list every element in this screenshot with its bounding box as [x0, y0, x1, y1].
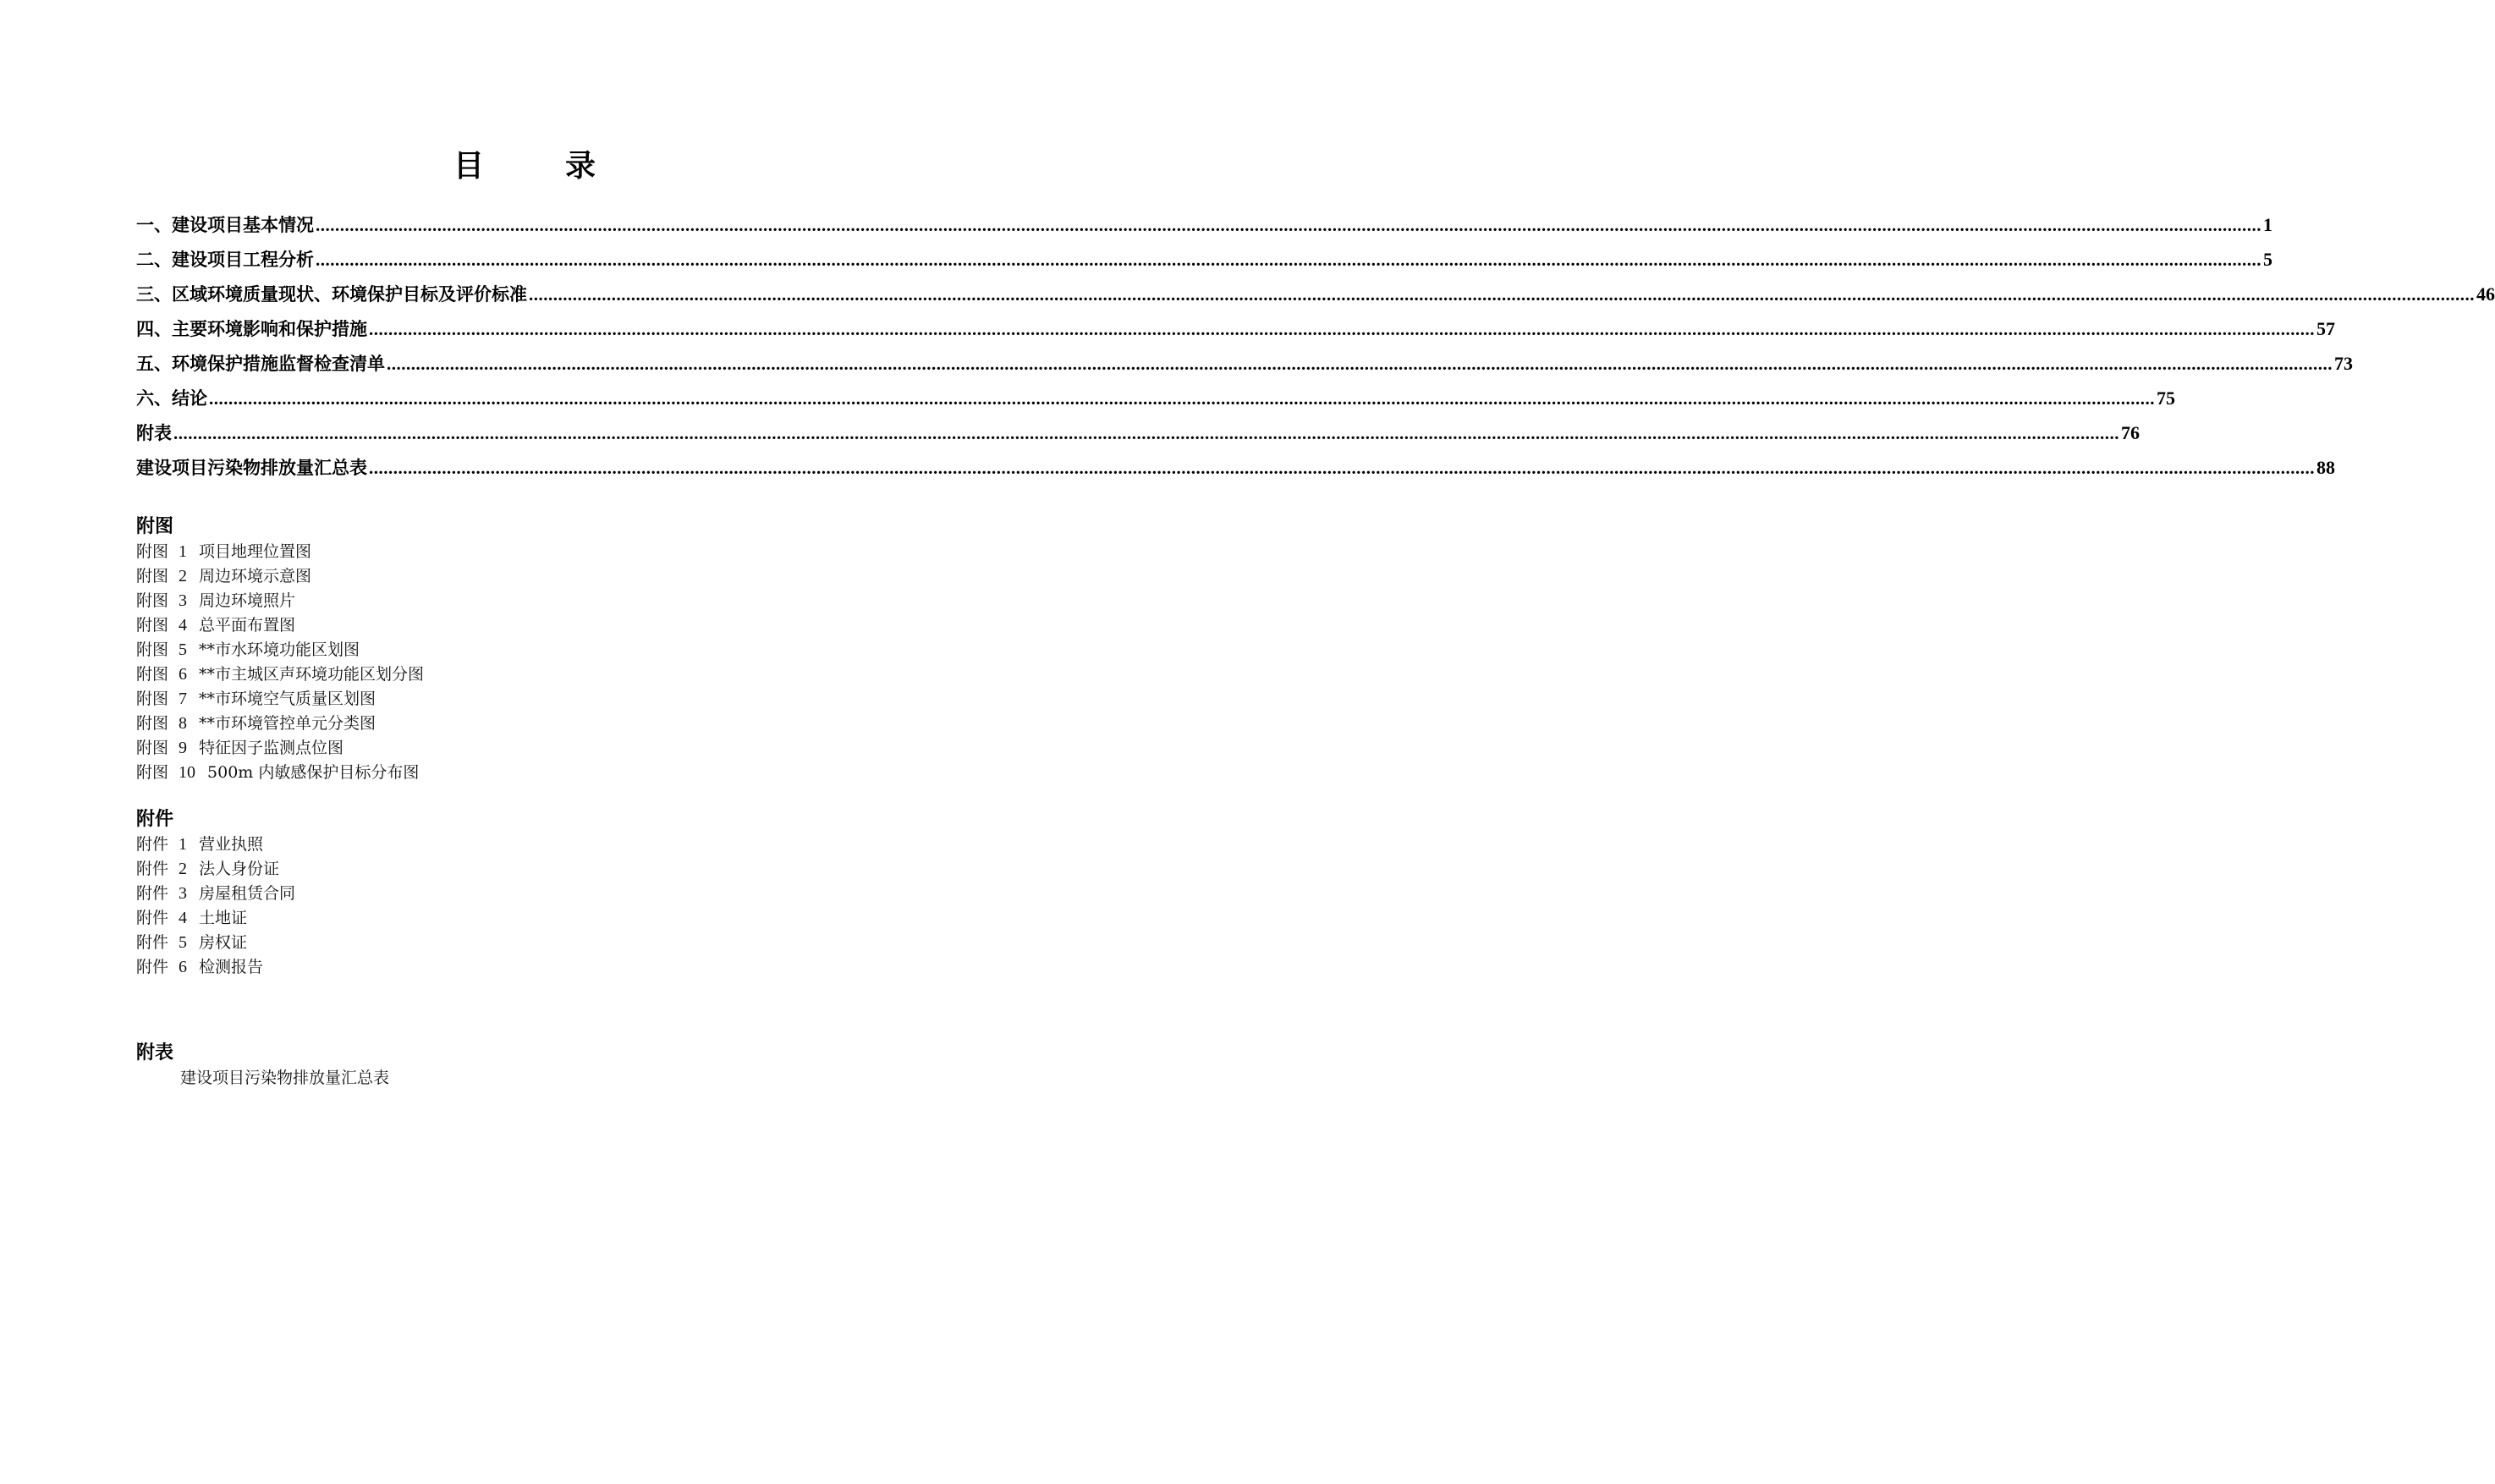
figure-item-prefix: 附图: [136, 763, 169, 782]
toc-dot-leader: ................................................................................................................................................................................................................................................................................................................................................................................................................: [209, 388, 2155, 409]
figure-item-number: 7: [179, 690, 188, 708]
figure-item-prefix: 附图: [136, 542, 169, 561]
figure-item: [136, 638, 424, 662]
figure-item: [136, 736, 424, 761]
toc-entry-label: 五、环境保护措施监督检查清单: [136, 354, 385, 374]
attachment-item-number: 3: [179, 884, 188, 903]
toc-entry-label: 四、主要环境影响和保护措施: [136, 319, 367, 339]
figure-item-name: 周边环境示意图: [199, 567, 312, 585]
toc-entry-page: 57: [2316, 318, 2335, 339]
figure-item-prefix: 附图: [136, 739, 169, 757]
figure-item: [136, 712, 424, 736]
toc-entry-page: 76: [2121, 422, 2140, 443]
attachments-section: [136, 807, 295, 980]
figure-item-name: **市环境管控单元分类图: [199, 714, 376, 733]
toc-row[interactable]: [136, 281, 2495, 316]
toc-entry-label: 二、建设项目工程分析: [136, 250, 314, 270]
figure-item-number: 9: [179, 739, 188, 757]
figure-item-prefix: 附图: [136, 591, 169, 610]
attachments-list: [136, 833, 295, 980]
attachment-item: [136, 857, 295, 882]
figure-item-number: 10: [179, 763, 196, 782]
attachment-item-prefix: 附件: [136, 958, 169, 976]
figure-item-number: 6: [179, 665, 188, 684]
toc-entry-label: 三、区域环境质量现状、环境保护目标及评价标准: [136, 284, 527, 305]
attachment-item-number: 2: [179, 860, 188, 878]
figure-item-number: 4: [179, 616, 188, 635]
attachment-item: [136, 906, 295, 931]
tables-section: [136, 1041, 389, 1091]
tables-item: 建设项目污染物排放量汇总表: [180, 1069, 390, 1087]
figure-item-name: 周边环境照片: [199, 591, 296, 610]
toc-entry-label: 附表: [136, 423, 172, 443]
toc-row[interactable]: [136, 420, 2140, 454]
toc-row[interactable]: [136, 454, 2335, 489]
attachment-item-prefix: 附件: [136, 835, 169, 854]
tables-heading: 附表: [136, 1042, 174, 1064]
attachment-item-name: 房屋租赁合同: [199, 884, 296, 903]
toc-entry-page: 75: [2157, 387, 2175, 409]
figure-item-name: **市水环境功能区划图: [199, 640, 360, 659]
toc-dot-leader: ................................................................................................................................................................................................................................................................................................................................................................................................................: [173, 423, 2119, 443]
toc-entry-label: 建设项目污染物排放量汇总表: [136, 458, 367, 478]
attachment-item-prefix: 附件: [136, 933, 169, 952]
attachment-item: [136, 931, 295, 955]
toc-dot-leader: ................................................................................................................................................................................................................................................................................................................................................................................................................: [529, 284, 2475, 305]
figures-list: [136, 540, 424, 785]
figure-item-name: 特征因子监测点位图: [199, 739, 344, 757]
toc-dot-leader: ................................................................................................................................................................................................................................................................................................................................................................................................................: [369, 458, 2315, 478]
figure-item-prefix: 附图: [136, 640, 169, 659]
page-title: 目 录: [453, 149, 621, 184]
figure-item: [136, 613, 424, 638]
toc-entry-page: 73: [2334, 353, 2353, 374]
attachment-item-prefix: 附件: [136, 909, 169, 927]
figure-item-number: 2: [179, 567, 188, 585]
toc-row[interactable]: [136, 385, 2175, 420]
toc-entry-page: 5: [2263, 249, 2272, 270]
toc-entry-label: 一、建设项目基本情况: [136, 215, 314, 235]
figure-item: [136, 761, 424, 785]
figures-heading: 附图: [136, 516, 174, 537]
figure-item-number: 5: [179, 640, 188, 659]
toc-dot-leader: ................................................................................................................................................................................................................................................................................................................................................................................................................: [387, 354, 2333, 374]
toc-row[interactable]: [136, 246, 2272, 281]
attachment-item: [136, 882, 295, 906]
toc-row[interactable]: [136, 212, 2272, 246]
figure-item-number: 3: [179, 591, 188, 610]
toc-row[interactable]: [136, 350, 2353, 385]
attachment-item: [136, 955, 295, 980]
toc-row[interactable]: [136, 316, 2335, 350]
table-of-contents: [136, 212, 2495, 489]
attachment-item-name: 土地证: [199, 909, 248, 927]
figure-item-prefix: 附图: [136, 616, 169, 635]
figure-item-prefix: 附图: [136, 690, 169, 708]
figure-item-number: 1: [179, 542, 188, 561]
attachment-item-name: 房权证: [199, 933, 248, 952]
toc-dot-leader: ................................................................................................................................................................................................................................................................................................................................................................................................................: [316, 215, 2261, 235]
figure-item-number: 8: [179, 714, 188, 733]
attachments-heading: 附件: [136, 809, 174, 830]
toc-entry-page: 46: [2476, 283, 2495, 305]
figure-item: [136, 662, 424, 687]
figure-item: [136, 564, 424, 589]
figure-item-name: 项目地理位置图: [199, 542, 312, 561]
figure-item-prefix: 附图: [136, 665, 169, 684]
attachment-item-number: 1: [179, 835, 188, 854]
figure-item: [136, 687, 424, 712]
attachment-item-name: 法人身份证: [199, 860, 280, 878]
figure-item-name: 500m 内敏感保护目标分布图: [207, 763, 420, 782]
figure-item-name: **市环境空气质量区划图: [199, 690, 376, 708]
figure-item-prefix: 附图: [136, 567, 169, 585]
toc-dot-leader: ................................................................................................................................................................................................................................................................................................................................................................................................................: [316, 250, 2261, 270]
attachment-item-name: 检测报告: [199, 958, 264, 976]
attachment-item-prefix: 附件: [136, 884, 169, 903]
attachment-item: [136, 833, 295, 857]
figure-item-name: **市主城区声环境功能区划分图: [199, 665, 425, 684]
toc-entry-label: 六、结论: [136, 388, 207, 409]
figure-item: [136, 589, 424, 613]
attachment-item-number: 6: [179, 958, 188, 976]
attachment-item-prefix: 附件: [136, 860, 169, 878]
toc-dot-leader: ................................................................................................................................................................................................................................................................................................................................................................................................................: [369, 319, 2315, 339]
figure-item-name: 总平面布置图: [199, 616, 296, 635]
attachment-item-number: 5: [179, 933, 188, 952]
toc-entry-page: 1: [2263, 214, 2272, 235]
figures-section: [136, 514, 424, 785]
toc-entry-page: 88: [2316, 457, 2335, 478]
attachment-item-number: 4: [179, 909, 188, 927]
figure-item: [136, 540, 424, 564]
figure-item-prefix: 附图: [136, 714, 169, 733]
attachment-item-name: 营业执照: [199, 835, 264, 854]
